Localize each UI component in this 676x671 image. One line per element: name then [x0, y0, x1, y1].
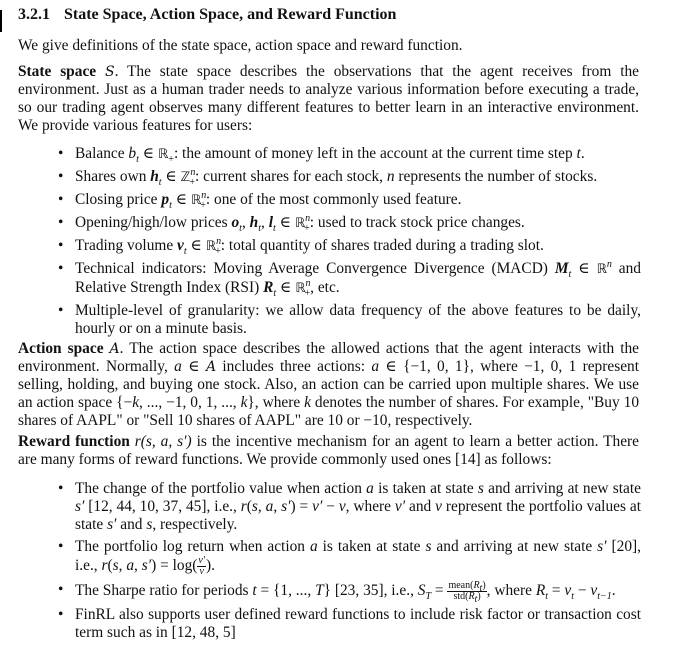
list-item: • The Sharpe ratio for periods t = {1, ..., T} [23, 35], i.e., $S_T$ = $\frac{mean(R_t)}{std(R_t)}$ , where $R_t = v_t - v_{t-1}$.	[58, 581, 641, 602]
list-item: • Closing price $p_t$ ∈ ℝ$^n_+$: one of the most commonly used feature.	[58, 191, 641, 210]
state-space-text: The state space describes the observations that the agent receives from the environment. Just as a human trader needs to analyze various information before executing a trade, so our trading agent observes many different features to better learn in an interactive environment. We provide various features for users:	[18, 63, 639, 134]
list-item: • Technical indicators: Moving Average Convergence Divergence (MACD) $M_t$ ∈ ℝ$^n$ and Relative Strength Index (RSI) $R_t$ ∈ ℝ$^n_+$, etc.	[58, 260, 641, 298]
intro-paragraph: We give definitions of the state space, action space and reward function.	[18, 37, 463, 54]
state-feature-list	[58, 145, 641, 338]
list-item: • Multiple-level of granularity: we allow data frequency of the above features to be daily, hourly or on a minute basis.	[58, 302, 641, 338]
action-space-symbol: A	[109, 341, 120, 357]
list-item: • Balance $b_t$ ∈ ℝ$_+$: the amount of money left in the account at the current time step t.	[58, 145, 641, 164]
list-item: • FinRL also supports user defined reward functions to include risk factor or transaction cost term such as in [12, 48, 5]	[58, 606, 641, 642]
list-item: • Opening/high/low prices $o_t$, $h_t$, $l_t$ ∈ ℝ$^n_+$: used to track stock price changes.	[58, 214, 641, 233]
left-edge-bar	[0, 10, 2, 32]
reward-list	[58, 480, 641, 642]
state-space-symbol: S	[104, 64, 115, 80]
section-title: State Space, Action Space, and Reward Function	[64, 6, 397, 23]
state-space-label: State space	[18, 63, 97, 80]
reward-function-symbol: r(s, a, s′)	[134, 433, 192, 450]
reward-function-paragraph	[18, 433, 639, 469]
list-item: • The change of the portfolio value when action a is taken at state s and arriving at new state s′ [12, 44, 10, 37, 45], i.e., r(s, a, s′) = v′ − v, where v′ and v represent the portfolio values at state s′ and s, respectively.	[58, 480, 641, 534]
reward-function-label: Reward function	[18, 433, 130, 450]
state-space-paragraph: State space S. The state space describes the observations that the agent receives from the environment. Just as a human trader needs to analyze various information before executing a trade, so our trading agent observes many different features to better learn in an interactive environment. We provide various features for users:	[18, 63, 639, 134]
section-heading	[18, 6, 396, 24]
section-number: 3.2.1	[18, 6, 50, 23]
list-item: • The portfolio log return when action a is taken at state s and arriving at new state s′ [20], i.e., r(s, a, s′) = log( $\frac{v'}{v}$ ).	[58, 538, 641, 577]
list-item: • Shares own $h_t$ ∈ ℤ$^n_+$: current shares for each stock, n represents the number of stocks.	[58, 168, 641, 187]
list-item: • Trading volume $v_t$ ∈ ℝ$^n_+$: total quantity of shares traded during a trading slot.	[58, 237, 641, 256]
reward-function-text: is the incentive mechanism for an agent to learn a better action. There are many forms of reward functions. We provide commonly used ones [14] as follows:	[18, 433, 639, 468]
action-space-label: Action space	[18, 340, 104, 357]
action-space-paragraph: Action space A. The action space describes the allowed actions that the agent interacts with the environment. Normally, a ∈ A includes three actions: a ∈ {−1, 0, 1}, where −1, 0, 1 represent selling, holding, and buying one stock. Also, an action can be carried upon multiple shares. We use an action space {−k, ..., −1, 0, 1, ..., k}, where k denotes the number of shares. For example, "Buy 10 shares of AAPL" or "Sell 10 shares of AAPL" are 10 or −10, respectively.	[18, 340, 640, 429]
